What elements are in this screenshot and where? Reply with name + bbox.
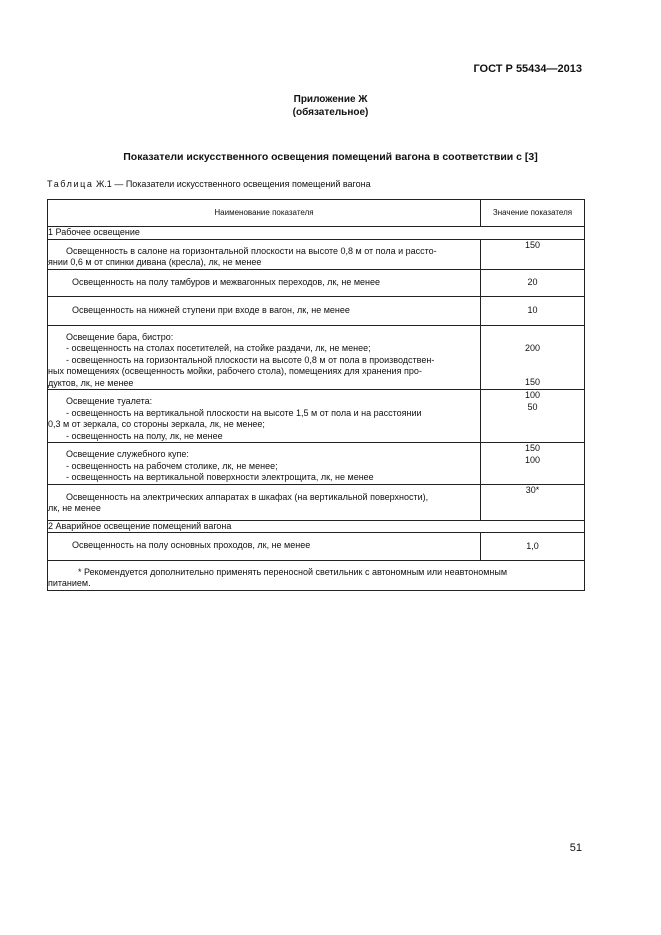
row-text-line: Освещенность на нижней ступени при входе в вагон, лк, не менее <box>72 305 350 315</box>
row-value-cell: 30* <box>481 484 585 520</box>
row-name-cell <box>48 443 481 485</box>
column-header-name: Наименование показателя <box>48 200 481 227</box>
row-text-line: - освещенность на рабочем столике, лк, не менее; <box>66 460 278 471</box>
row-value-cell: 10 <box>481 297 585 326</box>
section-working-lighting: 1 Рабочее освещение <box>48 227 585 240</box>
row-text-line: - освещенность на горизонтальной плоскости на высоте 0,8 м от пола в производствен- <box>66 354 435 365</box>
row-text-line: Освещение служебного купе: <box>66 449 189 459</box>
row-value-cell: 150 <box>481 239 585 269</box>
table-row <box>48 297 585 326</box>
table-footnote <box>48 560 585 590</box>
value-line: 100 <box>524 454 541 465</box>
page-number: 51 <box>569 842 582 854</box>
table-row <box>48 325 585 390</box>
appendix-heading <box>0 93 661 119</box>
row-name-cell <box>48 325 481 390</box>
row-text-line: ных помещениях (освещенность мойки, рабочего стола), помещениях для хранения про- <box>48 366 422 376</box>
table-row <box>48 443 585 485</box>
table-section-row <box>48 227 585 240</box>
row-value-cell <box>481 325 585 390</box>
table-row <box>48 390 585 443</box>
footnote-line: питанием. <box>48 578 91 588</box>
table-row <box>48 269 585 297</box>
table-row <box>48 533 585 561</box>
row-text-line: Освещенность на электрических аппаратах в шкафах (на вертикальной поверхности), <box>66 491 429 502</box>
row-value-cell: 20 <box>481 269 585 297</box>
table-row <box>48 239 585 269</box>
row-name-cell <box>48 269 481 297</box>
row-name-cell <box>48 484 481 520</box>
table-header-row <box>48 200 585 227</box>
section-emergency-lighting: 2 Аварийное освещение помещений вагона <box>48 520 585 533</box>
row-value-cell <box>481 390 585 443</box>
row-name-cell <box>48 239 481 269</box>
row-text-line: - освещенность на вертикальной плоскости на высоте 1,5 м от пола и на расстоянии <box>66 407 422 418</box>
row-text-line: Освещенность в салоне на горизонтальной плоскости на высоте 0,8 м от пола и рассто- <box>66 245 437 256</box>
table-footnote-row <box>48 560 585 590</box>
value-line: 100 <box>524 390 541 400</box>
row-text-line: - освещенность на столах посетителей, на стойке раздачи, лк, не менее; <box>66 343 371 353</box>
value-line: 200 <box>524 342 541 353</box>
row-name-cell <box>48 390 481 443</box>
page-title: Показатели искусственного освещения помещений вагона в соответствии с [3] <box>123 151 538 163</box>
row-value-cell <box>481 443 585 485</box>
row-text-line: Освещение бара, бистро: <box>66 331 174 342</box>
appendix-title: Приложение Ж <box>293 94 368 105</box>
row-text-line: дуктов, лк, не менее <box>48 377 134 388</box>
value-line: 150 <box>524 443 541 453</box>
row-name-cell <box>48 297 481 326</box>
row-text-line: Освещенность на полу тамбуров и межвагонных переходов, лк, не менее <box>72 276 381 287</box>
value-line: 150 <box>524 377 541 387</box>
row-value-cell: 1,0 <box>481 533 585 561</box>
row-text-line: - освещенность на полу, лк, не менее <box>66 430 223 441</box>
standard-code: ГОСТ Р 55434—2013 <box>473 63 582 75</box>
table-section-row <box>48 520 585 533</box>
table-caption-text: Ж.1 — Показатели искусственного освещения помещений вагона <box>93 179 371 189</box>
row-text-line: янии 0,6 м от спинки дивана (кресла), лк, не менее <box>48 257 262 267</box>
row-text-line: 0,3 м от зеркала, со стороны зеркала, лк, не менее; <box>48 419 265 429</box>
lighting-table <box>47 199 585 591</box>
table-caption <box>47 179 371 189</box>
row-text-line: лк, не менее <box>48 503 101 513</box>
row-text-line: Освещенность на полу основных проходов, лк, не менее <box>72 540 311 550</box>
row-text-line: Освещение туалета: <box>66 396 153 406</box>
table-caption-prefix: Таблица <box>47 179 94 189</box>
table-row <box>48 484 585 520</box>
footnote-line: * Рекомендуется дополнительно применять переносной светильник с автономным или неавтономным <box>78 566 508 577</box>
column-header-value: Значение показателя <box>481 200 585 227</box>
row-text-line: - освещенность на вертикальной поверхности электрощита, лк, не менее <box>66 472 374 482</box>
appendix-subtitle: (обязательное) <box>292 107 369 118</box>
row-name-cell <box>48 533 481 561</box>
value-line: 50 <box>527 401 538 412</box>
